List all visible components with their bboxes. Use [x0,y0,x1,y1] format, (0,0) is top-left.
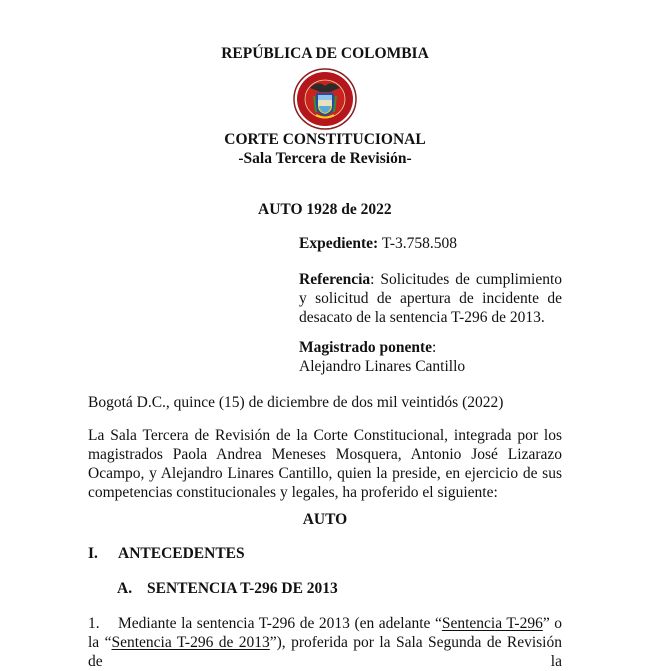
document-title: AUTO 1928 de 2022 [258,201,392,218]
referencia-line [299,270,562,327]
auto-heading: AUTO [302,511,348,528]
expediente-value: T-3.758.508 [378,235,458,252]
chamber-heading: -Sala Tercera de Revisión- [238,150,412,167]
paragraph-text: ” o la “ [88,615,563,651]
sentencia-t296-link[interactable]: Sentencia T-296 [441,615,543,632]
referencia-label: Referencia [299,271,371,288]
country-heading: REPÚBLICA DE COLOMBIA [221,45,429,62]
magistrado-label: Magistrado ponente [299,339,433,356]
coat-of-arms-seal-icon [292,68,358,130]
subsection-number: A. [117,580,133,597]
section-heading-antecedentes [88,545,245,563]
paragraph-number: 1. [88,615,100,632]
paragraph-text: ”), proferida por la Sala Segunda de Revisión de la [88,634,562,670]
paragraph-text: Mediante la sentencia T-296 de 2013 (en adelante “ [118,615,442,632]
expediente-label: Expediente: [299,235,379,252]
magistrado-line [299,338,562,376]
referencia-value: : Solicitudes de cumplimiento y solicitud de apertura de incidente de desacato de la sentencia T-296 de 2013. [299,271,562,326]
magistrado-value: Alejandro Linares Cantillo [299,358,466,375]
subsection-heading-sentencia [117,580,338,598]
expediente-line [299,234,562,253]
paragraph-1 [88,614,562,671]
magistrado-colon: : [432,339,437,356]
section-title: ANTECEDENTES [118,545,245,562]
date-line: Bogotá D.C., quince (15) de diciembre de dos mil veintidós (2022) [88,394,504,411]
sentencia-t296-2013-link[interactable]: Sentencia T-296 de 2013 [111,634,270,651]
court-heading: CORTE CONSTITUCIONAL [224,131,426,148]
intro-paragraph: La Sala Tercera de Revisión de la Corte Constitucional, integrada por los magistrados Paola Andrea Meneses Mosquera, Antonio José Lizarazo Ocampo, y Alejandro Linares Cantillo, quien la preside, en ejercicio de sus competencias constitucionales y legales, ha proferido el siguiente: [88,427,562,501]
subsection-title: SENTENCIA T-296 DE 2013 [147,580,338,597]
section-number: I. [88,545,98,562]
